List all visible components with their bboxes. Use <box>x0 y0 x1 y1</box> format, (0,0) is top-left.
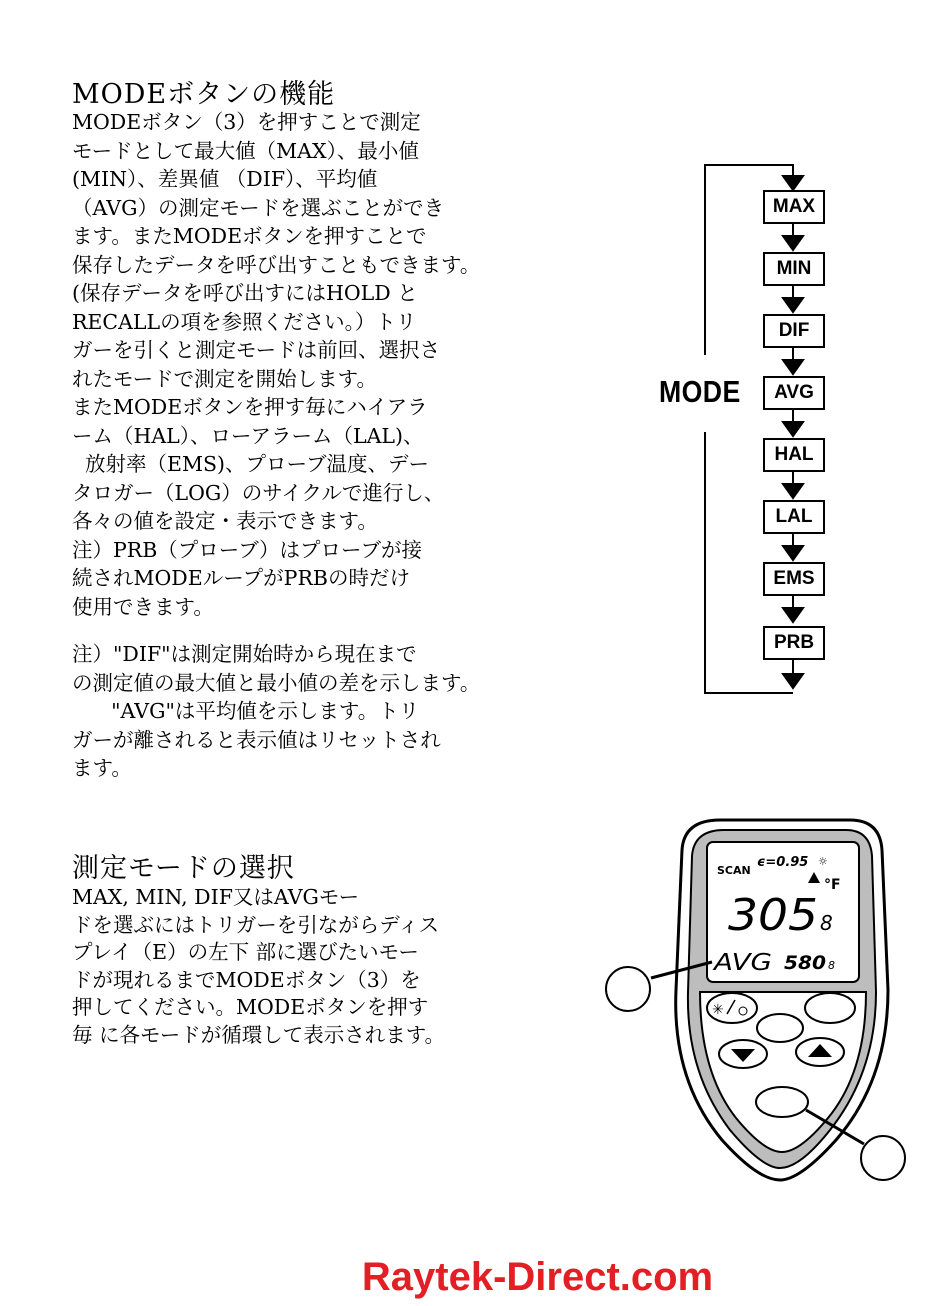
text-line: タロガー（LOG）のサイクルで進行し、 <box>72 480 445 505</box>
laser-icon: ✳ <box>712 1002 724 1018</box>
lcd-mode-indicator: AVG <box>711 950 772 976</box>
emissivity-readout: ϵ=0.95 <box>757 855 809 870</box>
text-line: 続されMODEループがPRBの時だけ <box>72 566 410 590</box>
text-line: ガーを引くと測定モードは前回、選択さ <box>72 338 441 362</box>
note-line: ガーが離されると表示値はリセットされ <box>72 727 441 752</box>
note-line: 注）"DIF"は測定開始時から現在まで <box>72 642 417 666</box>
text-line: 放射率（EMS)、プローブ温度、デー <box>72 452 430 476</box>
text-line: MAX, MIN, DIF又はAVGモー <box>72 885 360 909</box>
text-line: ドを選ぶにはトリガーを引ながらディス <box>72 912 440 937</box>
text-line: (保存データを呼び出すにはHOLD と <box>72 281 418 305</box>
text-line: 各々の値を設定・表示できます。 <box>72 509 378 533</box>
center-button[interactable] <box>757 1014 803 1042</box>
note-line: の測定値の最大値と最小値の差を示します。 <box>72 670 481 695</box>
text-line: 注）PRB（プローブ）はプローブが接 <box>72 537 422 562</box>
temperature-unit: °F <box>824 877 841 893</box>
text-line: プレイ（E）の左下 部に選びたいモー <box>72 940 419 964</box>
text-line: RECALLの項を参照ください。）トリ <box>72 309 417 334</box>
text-line: 毎 に各モードが循環して表示されます。 <box>72 1022 446 1047</box>
text-line: またMODEボタンを押す毎にハイアラ <box>72 395 428 419</box>
note-line: "AVG"は平均値を示します。トリ <box>72 699 420 723</box>
backlight-indicator-icon: ☼ <box>818 855 828 868</box>
callout-circle-mode <box>861 1136 905 1180</box>
text-line: MODEボタン（3）を押すことで測定 <box>72 110 421 134</box>
flow-box-max: MAX <box>763 190 825 224</box>
text-line: ます。またMODEボタンを押すことで <box>72 224 427 248</box>
flow-box-ems: EMS <box>763 562 825 596</box>
text-line: (MIN）、差異値 （DIF）、平均値 <box>72 167 378 191</box>
note-line: ます。 <box>72 756 132 780</box>
footer-website: Raytek-Direct.com <box>361 1255 714 1299</box>
text-line: モードとして最大値（MAX）、最小値 <box>72 138 419 163</box>
flow-box-hal: HAL <box>763 438 825 472</box>
recall-button[interactable] <box>805 993 855 1023</box>
text-line: 保存したデータを呼び出すこともできます。 <box>72 252 481 277</box>
text-line: れたモードで測定を開始します。 <box>72 366 378 391</box>
flow-box-lal: LAL <box>763 500 825 534</box>
text-line: 使用できます。 <box>72 594 214 619</box>
scan-label: SCAN <box>717 864 751 877</box>
callout-circle-display <box>606 967 650 1011</box>
section-title-mode-selection: 測定モードの選択 <box>72 853 295 884</box>
text-line: （AVG）の測定モードを選ぶことができ <box>72 195 445 220</box>
mode-reading-decimal: 8 <box>828 959 835 972</box>
mode-flow-label: MODE <box>659 374 741 409</box>
text-line: ドが現れるまでMODEボタン（3）を <box>72 967 421 992</box>
main-reading: 305 <box>728 890 818 941</box>
section-title-mode-function: MODEボタンの機能 <box>72 79 336 110</box>
mode-button[interactable] <box>756 1087 808 1117</box>
main-reading-decimal: 8 <box>820 911 833 935</box>
flow-box-min: MIN <box>763 252 825 286</box>
flow-box-dif: DIF <box>763 314 825 348</box>
text-line: 押してください。MODEボタンを押す <box>72 995 429 1019</box>
flow-box-prb: PRB <box>763 626 825 660</box>
mode-reading: 580 <box>784 952 826 974</box>
text-line: ーム（HAL）、ローアラーム（LAL)、 <box>72 423 424 448</box>
flow-box-avg: AVG <box>763 376 825 410</box>
